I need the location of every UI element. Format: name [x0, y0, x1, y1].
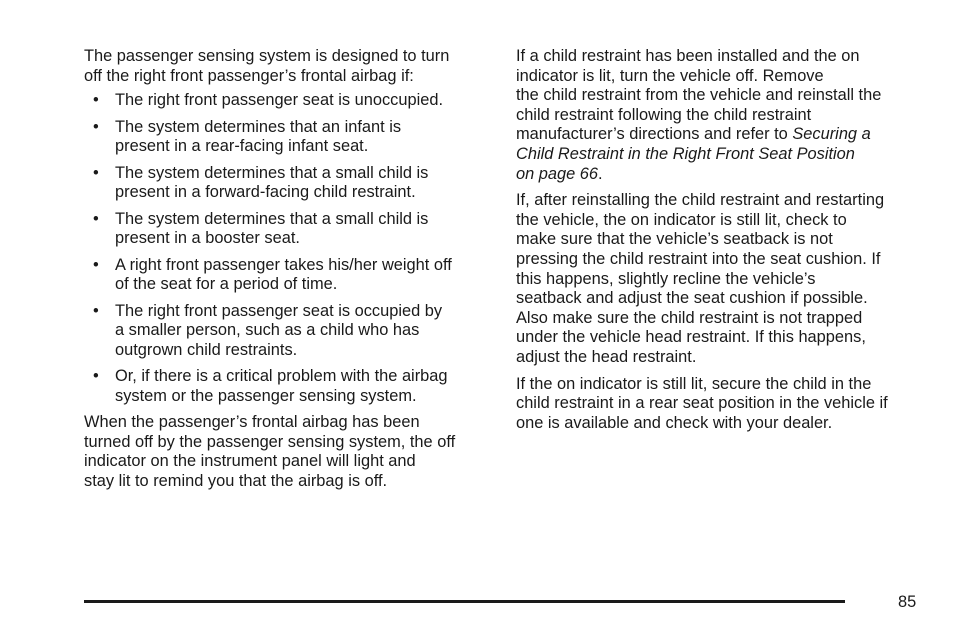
- bullet: •: [93, 163, 99, 182]
- text-line: If a child restraint has been installed and the on: [516, 47, 860, 65]
- text-line: The right front passenger seat is occupied by: [115, 301, 443, 320]
- text-line: outgrown child restraints.: [115, 340, 298, 359]
- bullet: •: [93, 367, 99, 386]
- list-item: [84, 367, 494, 406]
- text-line: off the right front passenger’s frontal airbag if:: [84, 66, 414, 85]
- text-line: adjust the head restraint.: [516, 347, 697, 366]
- footer-rule: [84, 600, 845, 603]
- bullet: •: [93, 91, 99, 110]
- list-item: [84, 164, 494, 203]
- text-line: of the seat for a period of time.: [115, 275, 338, 294]
- text-line: child restraint following the child restraint: [516, 105, 812, 124]
- left-column: [84, 47, 494, 491]
- cross-reference-link: Child Restraint in the Right Front Seat Position: [516, 144, 855, 163]
- bullet: •: [93, 209, 99, 228]
- text-line: The system determines that an infant is: [115, 117, 402, 136]
- reinstall-restraint-paragraph: [516, 47, 924, 184]
- text-line: indicator is lit, turn the vehicle off. Remove: [516, 66, 824, 85]
- cross-reference-link: on page 66: [516, 164, 599, 183]
- text-line: the vehicle, the on indicator is still lit, check to: [516, 210, 847, 229]
- text-line: If the on indicator is still lit, secure the child in the: [516, 374, 872, 393]
- text-line: When the passenger’s frontal airbag has been: [84, 413, 420, 432]
- text-line: one is available and check with your dealer.: [516, 413, 833, 432]
- list-item: [84, 91, 494, 111]
- intro-paragraph: [84, 47, 494, 86]
- text-line: present in a forward-facing child restraint.: [115, 183, 416, 202]
- text-line: The system determines that a small child is: [115, 209, 429, 228]
- text-line: child restraint in a rear seat position in the vehicle if: [516, 394, 888, 413]
- text-segment: .: [598, 164, 603, 183]
- text-line: The system determines that a small child is: [115, 163, 429, 182]
- text-line: a smaller person, such as a child who has: [115, 321, 420, 340]
- right-column: [516, 47, 924, 440]
- text-line: Or, if there is a critical problem with the airbag: [115, 367, 448, 386]
- page-number: 85: [898, 593, 917, 611]
- list-item: [84, 210, 494, 249]
- text-line: indicator on the instrument panel will light and: [84, 452, 416, 471]
- text-line: [516, 145, 924, 165]
- text-line: present in a rear-facing infant seat.: [115, 137, 369, 156]
- text-line: present in a booster seat.: [115, 229, 300, 248]
- text-line: this happens, slightly recline the vehicle’s: [516, 269, 816, 288]
- text-line: [516, 165, 924, 185]
- list-item: [84, 256, 494, 295]
- airbag-off-indicator-paragraph: [84, 413, 494, 491]
- text-line: the child restraint from the vehicle and reinstall the: [516, 86, 882, 105]
- text-line: The right front passenger seat is unoccupied.: [115, 91, 444, 110]
- list-item: [84, 118, 494, 157]
- bullet: •: [93, 301, 99, 320]
- list-item: [84, 302, 494, 361]
- text-line: The passenger sensing system is designed to turn: [84, 47, 450, 65]
- rear-seat-paragraph: [516, 375, 924, 434]
- text-line: [516, 125, 924, 145]
- text-segment: manufacturer’s directions and refer to: [516, 125, 793, 144]
- text-line: under the vehicle head restraint. If this happens,: [516, 328, 866, 347]
- text-line: pressing the child restraint into the seat cushion. If: [516, 249, 881, 268]
- text-line: system or the passenger sensing system.: [115, 386, 417, 405]
- text-line: Also make sure the child restraint is not trapped: [516, 308, 863, 327]
- seatback-check-paragraph: [516, 191, 924, 367]
- bullet: •: [93, 255, 99, 274]
- bullet: •: [93, 117, 99, 136]
- cross-reference-link: Securing a: [792, 125, 871, 144]
- airbag-off-conditions-list: [84, 91, 494, 406]
- text-line: stay lit to remind you that the airbag is off.: [84, 471, 388, 490]
- text-line: seatback and adjust the seat cushion if possible.: [516, 289, 868, 308]
- text-line: make sure that the vehicle’s seatback is not: [516, 230, 833, 249]
- text-line: turned off by the passenger sensing system, the off: [84, 432, 456, 451]
- text-line: If, after reinstalling the child restraint and restarting: [516, 191, 885, 210]
- text-line: A right front passenger takes his/her weight off: [115, 255, 452, 274]
